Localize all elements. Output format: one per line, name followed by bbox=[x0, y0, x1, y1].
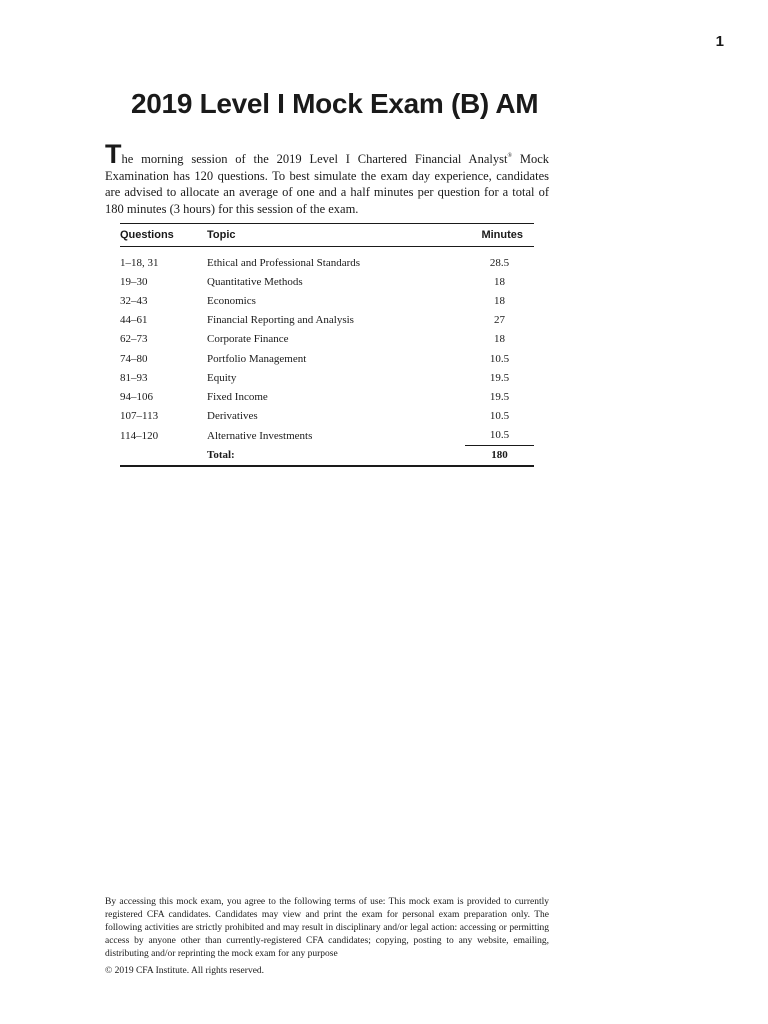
row-topic: Ethical and Professional Standards bbox=[207, 256, 361, 269]
intro-text-after-mark: Mock Examination has 120 questions. To best simulate the exam day experience, candidates are advised to allocate an average of one and a half minutes per question for a total of 180 minutes (3 hours) for this session of the exam. bbox=[105, 152, 549, 216]
table-row bbox=[120, 311, 534, 330]
header-topic: Topic bbox=[207, 224, 465, 247]
row-questions: 107–113 bbox=[120, 410, 159, 423]
row-topic: Fixed Income bbox=[207, 390, 268, 403]
row-topic: Quantitative Methods bbox=[207, 275, 303, 288]
row-minutes: 19.5 bbox=[489, 371, 510, 384]
table-header-row bbox=[120, 224, 534, 247]
header-minutes: Minutes bbox=[465, 224, 534, 247]
table-row bbox=[120, 291, 534, 310]
intro-text-before-mark: he morning session of the 2019 Level I Chartered Financial Analyst bbox=[121, 152, 508, 166]
page-number: 1 bbox=[715, 33, 724, 50]
row-topic: Derivatives bbox=[207, 410, 258, 423]
header-questions: Questions bbox=[120, 224, 207, 247]
row-minutes: 27 bbox=[494, 314, 505, 327]
table-row bbox=[120, 407, 534, 426]
row-minutes: 10.5 bbox=[489, 352, 510, 365]
row-topic: Alternative Investments bbox=[207, 429, 313, 442]
row-minutes: 18 bbox=[494, 294, 505, 307]
row-topic: Financial Reporting and Analysis bbox=[207, 314, 354, 327]
row-questions: 62–73 bbox=[120, 333, 148, 346]
table-row bbox=[120, 368, 534, 387]
table-row bbox=[120, 247, 534, 273]
row-questions: 81–93 bbox=[120, 371, 148, 384]
row-topic: Equity bbox=[207, 371, 237, 384]
table-row bbox=[120, 330, 534, 349]
copyright-notice: © 2019 CFA Institute. All rights reserved. bbox=[105, 966, 265, 976]
row-minutes: 10.5 bbox=[489, 410, 510, 423]
row-questions: 32–43 bbox=[120, 294, 148, 307]
page-title: 2019 Level I Mock Exam (B) AM bbox=[131, 88, 539, 119]
topic-schedule-table bbox=[120, 223, 534, 467]
table-row bbox=[120, 272, 534, 291]
row-questions: 1–18, 31 bbox=[120, 256, 159, 269]
row-minutes: 18 bbox=[494, 333, 505, 346]
row-topic: Economics bbox=[207, 294, 256, 307]
table-row bbox=[120, 387, 534, 406]
row-minutes: 18 bbox=[494, 275, 505, 288]
row-minutes: 10.5 bbox=[489, 429, 510, 442]
total-spacer bbox=[120, 445, 207, 466]
drop-cap: T bbox=[105, 139, 122, 169]
intro-paragraph bbox=[105, 139, 549, 217]
row-questions: 44–61 bbox=[120, 314, 148, 327]
total-minutes: 180 bbox=[465, 445, 534, 466]
total-label: Total: bbox=[207, 445, 465, 466]
row-minutes: 19.5 bbox=[489, 390, 510, 403]
row-topic: Corporate Finance bbox=[207, 333, 289, 346]
row-questions: 94–106 bbox=[120, 390, 153, 403]
terms-of-use: By accessing this mock exam, you agree to the following terms of use: This mock exam is provided to currently registered CFA candidates. Candidates may view and print the exam for personal exam preparation only. The following activities are strictly prohibited and may result in disciplinary and/or legal action: accessing or permitting access by anyone other than currently-registered CFA candidates; copying, posting to any website, emailing, distributing and/or reprinting the mock exam for any purpose bbox=[105, 897, 549, 959]
registered-mark: ® bbox=[507, 153, 512, 159]
table-row bbox=[120, 349, 534, 368]
row-questions: 19–30 bbox=[120, 275, 148, 288]
row-questions: 114–120 bbox=[120, 429, 159, 442]
row-topic: Portfolio Management bbox=[207, 352, 307, 365]
table-row bbox=[120, 426, 534, 446]
row-minutes: 28.5 bbox=[489, 256, 510, 269]
row-questions: 74–80 bbox=[120, 352, 148, 365]
total-row bbox=[120, 445, 534, 466]
